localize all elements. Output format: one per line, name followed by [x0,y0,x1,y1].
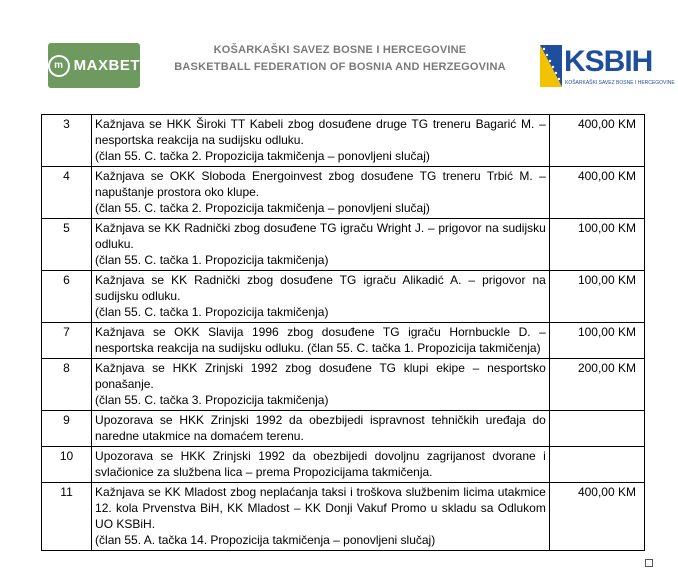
table-row [42,411,645,447]
decision-text [92,167,550,219]
ksbih-logo-text: KSBIH [564,45,653,78]
fine-amount: 100,00 KM [549,219,644,271]
row-number: 8 [42,359,92,411]
decision-text-line: (član 55. A. tačka 14. Propozicija takmičenja – ponovljeni slučaj) [95,533,436,547]
decision-text-line: Upozorava se HKK Zrinjski 1992 da obezbijedi ispravnost tehničkih uređaja do naredne utakmice na domaćem terenu. [95,413,546,443]
penalties-table-body [42,115,645,551]
decision-text [92,483,550,551]
decision-text-line: Kažnjava se KK Radnički zbog dosuđene TG igraču Alikadić A. – prigovor na sudijsku odluku. [95,273,546,303]
decision-text [92,359,550,411]
decision-text-line: (član 55. C. tačka 1. Propozicija takmičenja) [95,305,329,319]
table-row [42,271,645,323]
decision-text-line: Kažnjava se KK Mladost zbog neplaćanja taksi i troškova službenim licima utakmice 12. kola Prvenstva BiH, KK Mladost – KK Donji Vakuf Promo u skladu sa Odlukom UO KSBiH. [95,485,546,531]
maxbet-logo-text: MAXBET [73,57,140,74]
row-number: 10 [42,447,92,483]
fine-amount: 100,00 KM [549,323,644,359]
page-header [0,0,678,110]
federation-title-english: BASKETBALL FEDERATION OF BOSNIA AND HERZEGOVINA [174,61,506,73]
decision-text-line: (član 55. C. tačka 1. Propozicija takmičenja) [95,253,329,267]
decision-text-line: (član 55. C. tačka 3. Propozicija takmičenja) [95,393,329,407]
table-resize-handle[interactable] [645,559,653,567]
decision-text-line: (član 55. C. tačka 2. Propozicija takmičenja – ponovljeni slučaj) [95,201,430,215]
bih-flag-icon [538,43,564,91]
ksbih-logo [538,43,675,93]
decision-text-line: Kažnjava se OKK Slavija 1996 zbog dosuđene TG igraču Hornbuckle D. – nesportska reakcija na sudijsku odluku. (član 55. C. tačka 1. Propozicija takmičenja) [95,325,546,355]
maxbet-logo [48,43,140,88]
decision-text [92,447,550,483]
decision-text-line: Kažnjava se HKK Zrinjski 1992 zbog dosuđene TG klupi ekipe – nesportsko ponašanje. [95,361,546,391]
decision-text-line: Kažnjava se OKK Sloboda Energoinvest zbog dosuđene TG treneru Trbić M. – napuštanje prostora oko klupe. [95,169,546,199]
fine-amount: 100,00 KM [549,271,644,323]
decision-text-line: Upozorava se HKK Zrinjski 1992 da obezbijedi dovoljnu zagrijanost dvorane i svlačionice za službena lica – prema Propozicijama takmičenja. [95,449,546,479]
table-row [42,359,645,411]
decision-text [92,411,550,447]
penalties-table [41,114,645,551]
row-number: 7 [42,323,92,359]
table-row [42,323,645,359]
decision-text-line: Kažnjava se HKK Široki TT Kabeli zbog dosuđene druge TG treneru Bagarić M. – nesportska reakcija na sudijsku odluku. [95,117,546,147]
table-row [42,115,645,167]
row-number: 4 [42,167,92,219]
fine-amount: 400,00 KM [549,483,644,551]
ksbih-logo-subtitle: KOŠARKAŠKI SAVEZ BOSNE I HERCEGOVINE [565,80,675,86]
row-number: 11 [42,483,92,551]
row-number: 5 [42,219,92,271]
decision-text [92,271,550,323]
table-row [42,447,645,483]
federation-title [150,42,530,76]
row-number: 6 [42,271,92,323]
fine-amount [549,411,644,447]
fine-amount: 400,00 KM [549,115,644,167]
decision-text [92,115,550,167]
federation-title-local: KOŠARKAŠKI SAVEZ BOSNE I HERCEGOVINE [213,44,467,56]
fine-amount [549,447,644,483]
decision-text [92,219,550,271]
decision-text-line: (član 55. C. tačka 2. Propozicija takmičenja – ponovljeni slučaj) [95,149,430,163]
fine-amount: 400,00 KM [549,167,644,219]
fine-amount: 200,00 KM [549,359,644,411]
maxbet-badge-icon: m [48,55,70,77]
table-row [42,483,645,551]
row-number: 9 [42,411,92,447]
decision-text-line: Kažnjava se KK Radnički zbog dosuđene TG igraču Wright J. – prigovor na sudijsku odluku. [95,221,546,251]
decision-text [92,323,550,359]
table-row [42,219,645,271]
row-number: 3 [42,115,92,167]
table-row [42,167,645,219]
